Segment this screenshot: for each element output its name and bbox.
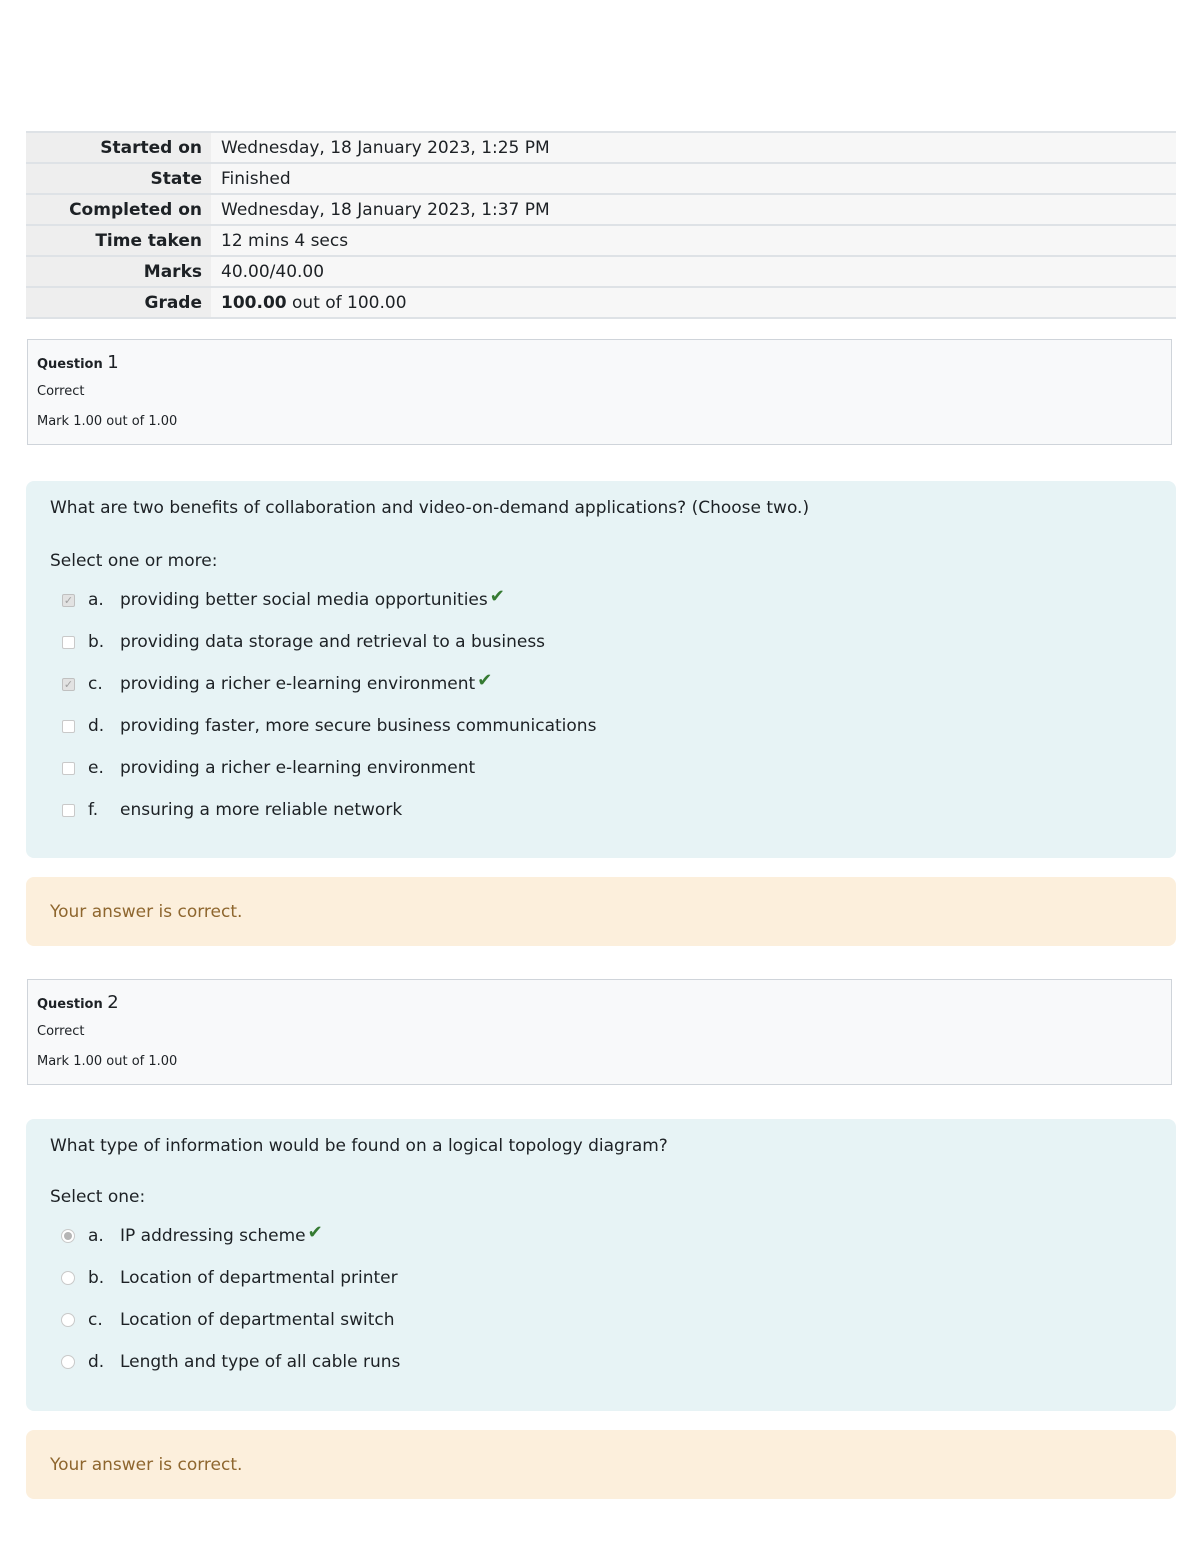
option-text: Location of departmental printer <box>120 1268 398 1288</box>
grade-score: 100.00 <box>221 292 287 313</box>
checkbox[interactable] <box>62 804 75 817</box>
option-text: Length and type of all cable runs <box>120 1352 401 1372</box>
radio[interactable] <box>61 1355 75 1369</box>
summary-value: Finished <box>211 163 1176 194</box>
question-number-value: 2 <box>107 992 119 1013</box>
summary-value: Wednesday, 18 January 2023, 1:25 PM <box>211 132 1176 163</box>
answer-option-c[interactable] <box>50 663 1152 705</box>
summary-value <box>211 287 1176 318</box>
option-text: providing a richer e-learning environment <box>120 758 476 778</box>
checkbox[interactable] <box>62 636 75 649</box>
question-number <box>37 352 1162 373</box>
summary-row-marks <box>26 256 1176 287</box>
option-text: providing better social media opportunities <box>120 590 488 610</box>
question-text: What type of information would be found on a logical topology diagram? <box>50 1136 668 1156</box>
answer-option-b[interactable] <box>50 621 1152 663</box>
question-word: Question <box>37 357 103 372</box>
summary-label: State <box>26 163 211 194</box>
question-2-feedback: Your answer is correct. <box>26 1430 1176 1499</box>
answer-option-d[interactable] <box>50 1341 1152 1383</box>
question-number-value: 1 <box>107 352 119 373</box>
option-text: Location of departmental switch <box>120 1310 395 1330</box>
summary-row-grade <box>26 287 1176 318</box>
option-letter: d. <box>88 1352 105 1372</box>
question-grade: Mark 1.00 out of 1.00 <box>37 414 178 429</box>
option-letter: a. <box>88 1226 104 1246</box>
answer-options <box>50 1215 1152 1383</box>
answer-option-c[interactable] <box>50 1299 1152 1341</box>
question-2-info <box>27 979 1172 1085</box>
answer-prompt: Select one or more: <box>50 551 218 571</box>
summary-row-completed <box>26 194 1176 225</box>
question-1-info <box>27 339 1172 445</box>
summary-label: Time taken <box>26 225 211 256</box>
radio[interactable] <box>61 1271 75 1285</box>
answer-prompt: Select one: <box>50 1187 146 1207</box>
option-letter: f. <box>88 800 99 820</box>
option-text: IP addressing scheme <box>120 1226 306 1246</box>
correct-check-icon: ✔ <box>307 1221 323 1243</box>
correct-check-icon: ✔ <box>477 669 493 691</box>
option-text: ensuring a more reliable network <box>120 800 403 820</box>
answer-option-f[interactable] <box>50 789 1152 831</box>
question-1-feedback: Your answer is correct. <box>26 877 1176 946</box>
answer-option-d[interactable] <box>50 705 1152 747</box>
summary-row-state <box>26 163 1176 194</box>
question-number <box>37 992 1162 1013</box>
summary-label: Marks <box>26 256 211 287</box>
option-text: providing faster, more secure business communications <box>120 716 597 736</box>
option-letter: c. <box>88 674 103 694</box>
summary-value: 12 mins 4 secs <box>211 225 1176 256</box>
grade-total: out of 100.00 <box>286 292 407 313</box>
summary-value: Wednesday, 18 January 2023, 1:37 PM <box>211 194 1176 225</box>
summary-label: Started on <box>26 132 211 163</box>
summary-label: Completed on <box>26 194 211 225</box>
question-word: Question <box>37 997 103 1012</box>
question-2-formulation <box>26 1119 1176 1411</box>
question-state: Correct <box>37 1024 85 1039</box>
summary-label: Grade <box>26 287 211 318</box>
option-letter: b. <box>88 1268 105 1288</box>
answer-option-a[interactable] <box>50 1215 1152 1257</box>
answer-option-e[interactable] <box>50 747 1152 789</box>
option-text: providing data storage and retrieval to a business <box>120 632 546 652</box>
question-state: Correct <box>37 384 85 399</box>
option-text: providing a richer e-learning environment <box>120 674 476 694</box>
question-grade: Mark 1.00 out of 1.00 <box>37 1054 178 1069</box>
summary-row-time-taken <box>26 225 1176 256</box>
summary-value: 40.00/40.00 <box>211 256 1176 287</box>
answer-option-b[interactable] <box>50 1257 1152 1299</box>
option-letter: b. <box>88 632 105 652</box>
question-text: What are two benefits of collaboration and video-on-demand applications? (Choose two.) <box>50 498 810 518</box>
question-1-formulation <box>26 481 1176 858</box>
radio-selected[interactable] <box>61 1229 75 1243</box>
option-letter: d. <box>88 716 105 736</box>
summary-row-started <box>26 132 1176 163</box>
option-letter: e. <box>88 758 104 778</box>
checkbox-checked[interactable]: ✓ <box>63 593 74 607</box>
option-letter: a. <box>88 590 104 610</box>
answer-options <box>50 579 1152 831</box>
attempt-summary-table <box>26 131 1176 319</box>
option-letter: c. <box>88 1310 103 1330</box>
checkbox[interactable] <box>62 720 75 733</box>
checkbox[interactable] <box>62 762 75 775</box>
answer-option-a[interactable] <box>50 579 1152 621</box>
checkbox-checked[interactable]: ✓ <box>63 677 74 691</box>
correct-check-icon: ✔ <box>489 585 505 607</box>
radio[interactable] <box>61 1313 75 1327</box>
